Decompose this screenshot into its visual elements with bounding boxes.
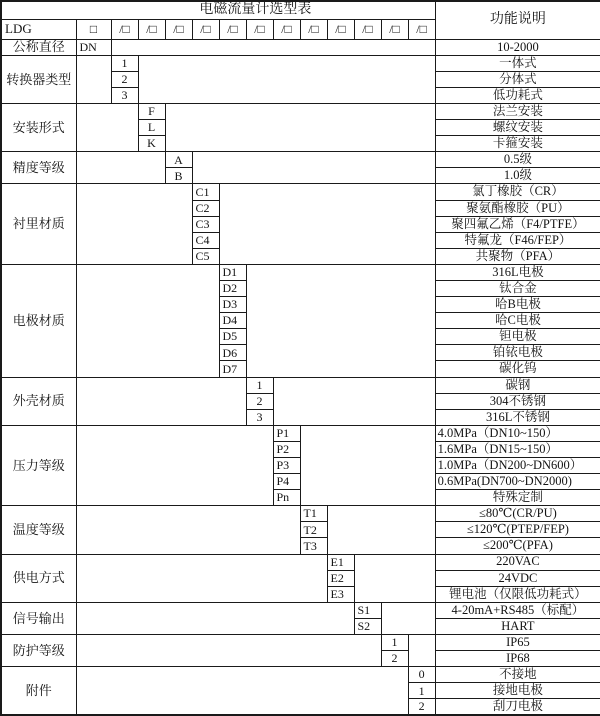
description-cell: HART (435, 618, 600, 634)
code-cell: T3 (300, 538, 327, 554)
group-pressure-class (1, 425, 600, 505)
category-label: 供电方式 (1, 554, 76, 602)
table-row (1, 506, 600, 522)
description-cell: 共聚物（PFA） (435, 248, 600, 264)
group-signal-output (1, 602, 600, 634)
table-row (1, 425, 600, 441)
description-cell: 铂铱电极 (435, 345, 600, 361)
description-cell: 螺纹安装 (435, 120, 600, 136)
spacer (354, 554, 435, 602)
description-cell: 哈C电极 (435, 313, 600, 329)
model-code-box: /□ (165, 19, 192, 39)
table-row (1, 55, 600, 71)
model-code-box: /□ (408, 19, 435, 39)
description-cell: 不接地 (435, 667, 600, 683)
table-row (1, 152, 600, 168)
code-cell: D5 (219, 329, 246, 345)
description-cell: 接地电极 (435, 683, 600, 699)
code-cell: E2 (327, 570, 354, 586)
code-cell: B (165, 168, 192, 184)
group-liner-material (1, 184, 600, 264)
spacer (165, 104, 435, 152)
description-cell: 0.5级 (435, 152, 600, 168)
model-prefix: LDG (1, 19, 76, 39)
table-row (1, 377, 600, 393)
code-cell: 2 (111, 71, 138, 87)
category-label: 转换器类型 (1, 55, 76, 103)
category-label: 安装形式 (1, 104, 76, 152)
model-code-box: /□ (327, 19, 354, 39)
group-temperature-class (1, 506, 600, 554)
model-code-box: /□ (381, 19, 408, 39)
description-cell: 聚氨酯橡胶（PU） (435, 200, 600, 216)
code-cell: E3 (327, 586, 354, 602)
group-power-supply (1, 554, 600, 602)
code-cell: F (138, 104, 165, 120)
description-cell: 1.0级 (435, 168, 600, 184)
spacer (327, 506, 435, 554)
model-code-box: /□ (138, 19, 165, 39)
description-cell: 碳化钨 (435, 361, 600, 377)
code-cell: 2 (408, 699, 435, 715)
description-cell: 0.6MPa(DN700~DN2000) (435, 474, 600, 490)
table-header (1, 1, 600, 39)
code-cell: C5 (192, 248, 219, 264)
description-cell: 钽电极 (435, 329, 600, 345)
model-code-box: /□ (111, 19, 138, 39)
code-cell: 1 (111, 55, 138, 71)
table-row (1, 39, 600, 55)
description-cell: 10-2000 (435, 39, 600, 55)
code-cell: DN (76, 39, 111, 55)
description-cell: 4.0MPa（DN10~150） (435, 425, 600, 441)
description-cell: ≤120℃(PTEP/FEP) (435, 522, 600, 538)
description-cell: 一体式 (435, 55, 600, 71)
code-cell: P2 (273, 441, 300, 457)
table-row (1, 667, 600, 683)
description-cell: 哈B电极 (435, 297, 600, 313)
table-row (1, 264, 600, 280)
spacer (219, 184, 435, 264)
code-cell: E1 (327, 554, 354, 570)
description-cell: 316L电极 (435, 264, 600, 280)
code-cell: D3 (219, 297, 246, 313)
category-label: 衬里材质 (1, 184, 76, 264)
category-label: 外壳材质 (1, 377, 76, 425)
description-cell: 24VDC (435, 570, 600, 586)
group-converter-type (1, 55, 600, 103)
description-cell: 特氟龙（F46/FEP） (435, 232, 600, 248)
description-cell: 特殊定制 (435, 490, 600, 506)
spacer (76, 377, 246, 425)
spacer (76, 602, 354, 634)
spacer (273, 377, 435, 425)
code-cell: 1 (408, 683, 435, 699)
description-cell: 316L不锈钢 (435, 409, 600, 425)
model-code-box: /□ (219, 19, 246, 39)
category-label: 电极材质 (1, 264, 76, 377)
category-label: 防护等级 (1, 634, 76, 666)
code-cell: 0 (408, 667, 435, 683)
category-label: 附件 (1, 667, 76, 715)
spacer (76, 55, 111, 103)
model-code-box: /□ (354, 19, 381, 39)
code-cell: T2 (300, 522, 327, 538)
code-cell: D2 (219, 281, 246, 297)
category-label: 信号输出 (1, 602, 76, 634)
code-cell: S2 (354, 618, 381, 634)
spacer (76, 506, 300, 554)
group-accuracy-class (1, 152, 600, 184)
code-cell: L (138, 120, 165, 136)
spacer (76, 667, 408, 715)
spacer (246, 264, 435, 377)
model-code-box: /□ (273, 19, 300, 39)
group-electrode-material (1, 264, 600, 377)
table-row (1, 554, 600, 570)
code-cell: K (138, 136, 165, 152)
code-cell: 2 (381, 651, 408, 667)
group-installation-type (1, 104, 600, 152)
description-cell: 4-20mA+RS485（标配） (435, 602, 600, 618)
code-cell: P4 (273, 474, 300, 490)
spacer (76, 425, 273, 505)
description-cell: 氯丁橡胶（CR） (435, 184, 600, 200)
category-label: 精度等级 (1, 152, 76, 184)
code-cell: 3 (111, 87, 138, 103)
code-cell: D7 (219, 361, 246, 377)
spacer (408, 634, 435, 666)
description-cell: IP65 (435, 634, 600, 650)
category-label: 温度等级 (1, 506, 76, 554)
code-cell: P1 (273, 425, 300, 441)
description-cell: ≤80℃(CR/PU) (435, 506, 600, 522)
model-code-box: /□ (300, 19, 327, 39)
corner-cell (1, 1, 76, 19)
model-code-box: /□ (192, 19, 219, 39)
spacer (300, 425, 435, 505)
spacer (192, 152, 435, 184)
group-nominal-diameter (1, 39, 600, 55)
code-cell: D6 (219, 345, 246, 361)
title-row (1, 1, 600, 19)
spacer (76, 264, 219, 377)
code-cell: C3 (192, 216, 219, 232)
code-cell: C1 (192, 184, 219, 200)
description-cell: 卡箍安装 (435, 136, 600, 152)
group-protection-class (1, 634, 600, 666)
description-cell: 1.6MPa（DN15~150） (435, 441, 600, 457)
group-housing-material (1, 377, 600, 425)
model-code-box: /□ (246, 19, 273, 39)
description-cell: IP68 (435, 651, 600, 667)
code-cell: 3 (246, 409, 273, 425)
code-cell: 2 (246, 393, 273, 409)
code-cell: Pn (273, 490, 300, 506)
description-cell: 分体式 (435, 71, 600, 87)
code-cell: 1 (381, 634, 408, 650)
description-cell: 法兰安装 (435, 104, 600, 120)
description-cell: 刮刀电极 (435, 699, 600, 715)
description-cell: 碳钢 (435, 377, 600, 393)
code-cell: P3 (273, 457, 300, 473)
category-label: 压力等级 (1, 425, 76, 505)
description-cell: 聚四氟乙烯（F4/PTFE） (435, 216, 600, 232)
code-cell: C4 (192, 232, 219, 248)
group-accessories (1, 667, 600, 715)
spacer (138, 55, 435, 103)
description-cell: 钛合金 (435, 281, 600, 297)
spacer (76, 104, 138, 152)
description-cell: 1.0MPa（DN200~DN600） (435, 457, 600, 473)
table-row (1, 634, 600, 650)
description-cell: ≤200℃(PFA) (435, 538, 600, 554)
spacer (111, 39, 435, 55)
code-cell: T1 (300, 506, 327, 522)
description-cell: 低功耗式 (435, 87, 600, 103)
function-description-header: 功能说明 (435, 1, 600, 39)
table-row (1, 184, 600, 200)
code-cell: D1 (219, 264, 246, 280)
code-cell: 1 (246, 377, 273, 393)
code-cell: S1 (354, 602, 381, 618)
description-cell: 304不锈钢 (435, 393, 600, 409)
spacer (76, 184, 192, 264)
spacer (76, 152, 165, 184)
table-row (1, 104, 600, 120)
description-cell: 锂电池（仅限低功耗式） (435, 586, 600, 602)
description-cell: 220VAC (435, 554, 600, 570)
category-label: 公称直径 (1, 39, 76, 55)
spacer (76, 554, 327, 602)
code-cell: C2 (192, 200, 219, 216)
spacer (381, 602, 435, 634)
model-code-box: □ (76, 19, 111, 39)
table-row (1, 602, 600, 618)
code-cell: A (165, 152, 192, 168)
page-title: 电磁流量计选型表 (76, 1, 435, 19)
spacer (76, 634, 381, 666)
code-cell: D4 (219, 313, 246, 329)
